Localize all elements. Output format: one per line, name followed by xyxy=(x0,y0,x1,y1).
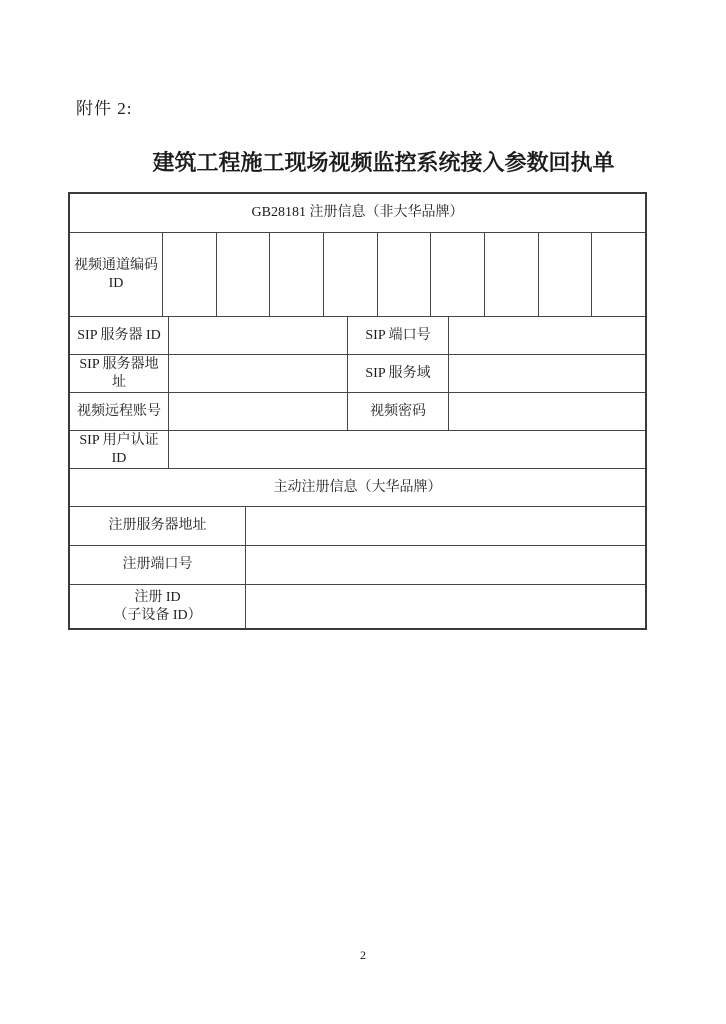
registration-port-row xyxy=(70,545,645,584)
document-title: 建筑工程施工现场视频监控系统接入参数回执单 xyxy=(152,150,615,175)
video-channel-id-cell-6 xyxy=(430,233,484,316)
video-channel-id-cell-3 xyxy=(269,233,323,316)
registration-server-address-value xyxy=(245,507,645,545)
registration-server-address-row xyxy=(70,506,645,545)
video-remote-account-value xyxy=(168,393,347,430)
registration-id-row xyxy=(70,584,645,628)
sip-domain-label: SIP 服务域 xyxy=(347,355,448,392)
video-channel-id-cell-1 xyxy=(162,233,216,316)
sip-auth-id-value xyxy=(168,431,645,468)
sip-port-value xyxy=(448,317,645,354)
parameter-form-table xyxy=(68,192,647,630)
page-number: 2 xyxy=(360,948,366,962)
sip-port-label: SIP 端口号 xyxy=(347,317,448,354)
sip-server-id-row xyxy=(70,316,645,354)
gb28181-section-header-row xyxy=(70,194,645,232)
sip-server-id-value xyxy=(168,317,347,354)
video-channel-id-label: 视频通道编码 ID xyxy=(74,258,158,291)
sip-domain-value xyxy=(448,355,645,392)
sip-server-id-label: SIP 服务器 ID xyxy=(77,327,161,343)
attachment-label: 附件 2: xyxy=(76,99,133,118)
registration-server-address-label: 注册服务器地址 xyxy=(108,518,207,534)
video-remote-account-row xyxy=(70,392,645,430)
registration-id-label xyxy=(70,585,245,628)
sip-server-address-value xyxy=(168,355,347,392)
video-password-label: 视频密码 xyxy=(347,393,448,430)
gb28181-section-title: GB28181 注册信息（非大华品牌） xyxy=(251,205,464,221)
registration-port-value xyxy=(245,546,645,584)
video-channel-id-cell-5 xyxy=(377,233,431,316)
registration-id-value xyxy=(245,585,645,628)
sip-auth-id-label: SIP 用户认证 ID xyxy=(79,433,159,466)
registration-port-label: 注册端口号 xyxy=(122,557,193,573)
video-remote-account-label: 视频远程账号 xyxy=(77,403,161,419)
sip-server-address-label: SIP 服务器地址 xyxy=(79,357,159,390)
video-channel-id-cell-7 xyxy=(484,233,538,316)
registration-id-label-line2: （子设备 ID） xyxy=(113,607,202,623)
active-registration-section-header-row xyxy=(70,468,645,506)
sip-auth-id-row xyxy=(70,430,645,468)
video-channel-id-cell-4 xyxy=(323,233,377,316)
video-channel-id-cell-2 xyxy=(216,233,270,316)
video-password-value xyxy=(448,393,645,430)
active-registration-section-title: 主动注册信息（大华品牌） xyxy=(273,479,442,495)
video-channel-id-cell-9 xyxy=(591,233,645,316)
video-channel-id-row xyxy=(70,232,645,316)
registration-id-label-line1: 注册 ID xyxy=(134,590,181,605)
sip-server-address-row xyxy=(70,354,645,392)
video-channel-id-cell-8 xyxy=(538,233,592,316)
